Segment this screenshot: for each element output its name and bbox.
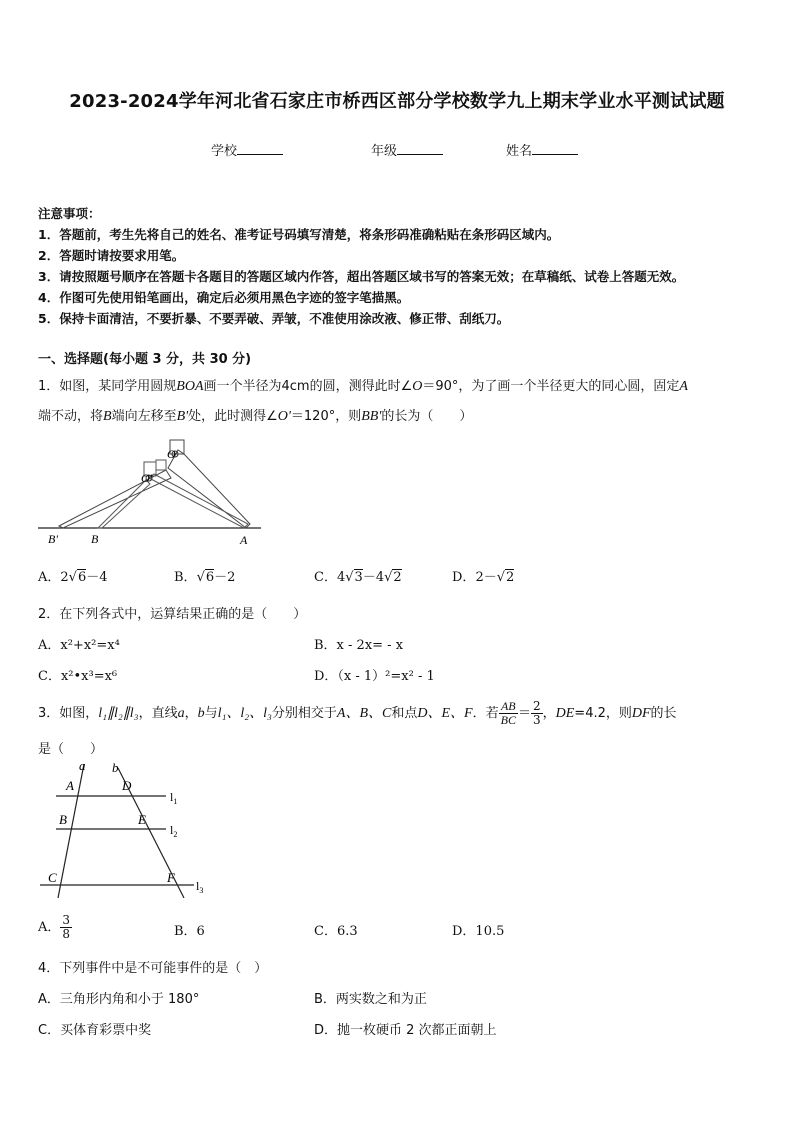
math: －4 <box>86 570 108 585</box>
label-pt-d: D <box>122 778 132 793</box>
option-label: C． <box>314 570 337 585</box>
q3-option-c[interactable]: C．6.3 <box>314 924 358 939</box>
grade-field <box>371 140 443 159</box>
numerator: 3 <box>62 913 71 927</box>
math-var: DF <box>631 706 651 721</box>
q1-option-a[interactable]: A．2√6－4 <box>38 570 108 585</box>
label-pt-b: B <box>59 812 67 827</box>
school-blank <box>237 142 283 155</box>
l-letter: l <box>170 790 174 804</box>
denominator: 8 <box>62 927 71 941</box>
l-subscript: 3 <box>199 886 204 895</box>
grade-blank <box>397 142 443 155</box>
radicand: 3 <box>354 570 363 585</box>
q2-stem: 2．在下列各式中，运算结果正确的是（ ） <box>38 607 307 622</box>
compass-leg-right <box>168 450 250 528</box>
q3-option-b[interactable]: B．6 <box>174 924 205 939</box>
school-field <box>211 140 283 159</box>
text: 端不动，将 <box>38 409 104 424</box>
fraction <box>60 914 72 941</box>
label-l3 <box>196 879 203 895</box>
q2-option-b[interactable]: B．x - 2x= - x <box>314 638 404 653</box>
note-item: 3．请按照题号顺序在答题卡各题目的答题区域内作答，超出答题区域书写的答案无效；在草稿纸、试卷上答题无效。 <box>38 269 685 284</box>
section-heading: 一、选择题(每小题 3 分，共 30 分) <box>38 352 252 367</box>
q3-option-a[interactable] <box>38 914 72 941</box>
q4-stem: 4．下列事件中是不可能事件的是（ ） <box>38 961 268 976</box>
text: ， <box>542 706 556 721</box>
text: 端向左移至 <box>111 409 177 424</box>
math-var: a <box>177 706 185 721</box>
name-field <box>506 140 578 159</box>
q1-stem-line2 <box>38 405 472 425</box>
fraction-ab-bc <box>499 700 518 727</box>
radicand: 6 <box>205 570 215 585</box>
note-item: 2．答题时请按要求用笔。 <box>38 248 185 263</box>
text: 分别相交于 <box>271 706 337 721</box>
page-title: 2023-2024学年河北省石家庄市桥西区部分学校数学九上期末学业水平测试试题 <box>69 91 725 112</box>
math: 2 <box>60 570 69 585</box>
numerator: 2 <box>532 699 541 713</box>
math-var: O <box>412 379 423 394</box>
label-a-line: a <box>79 758 86 773</box>
q2-option-c[interactable]: C．x²•x³=x⁶ <box>38 669 118 684</box>
text: ， <box>184 706 198 721</box>
option-label: A． <box>38 920 61 935</box>
notes-heading: 注意事项： <box>38 206 101 221</box>
q1-option-b[interactable]: B．√6－2 <box>174 570 236 585</box>
text: 3．如图， <box>38 706 99 721</box>
inner-compass-leg-left <box>98 480 150 528</box>
math-var: BB' <box>361 409 382 424</box>
text: 与 <box>204 706 218 721</box>
math-var: DE <box>555 706 575 721</box>
label-op: O' <box>141 471 153 485</box>
label-b: B <box>91 532 99 546</box>
math: 4 <box>336 570 346 585</box>
text: ＝ <box>517 706 531 721</box>
math-var: A、B、C <box>336 706 392 721</box>
math-var: O' <box>277 409 291 424</box>
label-bp: B' <box>48 532 58 546</box>
text: 画一个半径为4cm的圆，测得此时∠ <box>203 379 413 394</box>
math-var: l₁、l₂、l₃ <box>217 706 272 721</box>
inner-compass-leg-right <box>149 474 248 528</box>
grade-label: 年级 <box>371 144 398 159</box>
math-var: B' <box>176 409 189 424</box>
label-l1 <box>170 790 177 806</box>
denominator: 3 <box>532 713 541 727</box>
math-var: b <box>197 706 205 721</box>
q2-option-a[interactable]: A．x²+x²=x⁴ <box>38 638 120 653</box>
q4-option-b[interactable]: B．两实数之和为正 <box>314 992 427 1007</box>
notes-section <box>38 203 684 329</box>
math-var: D、E、F <box>417 706 473 721</box>
label-pt-c: C <box>48 870 57 885</box>
q4-option-c[interactable]: C．买体育彩票中奖 <box>38 1023 152 1038</box>
note-item: 4．作图可先使用铅笔画出，确定后必须用黑色字迹的签字笔描黑。 <box>38 290 410 305</box>
math-var: BOA <box>176 379 204 394</box>
q3-parallel-lines-figure <box>34 758 214 900</box>
q1-option-d[interactable]: D．2－√2 <box>452 570 515 585</box>
text: ＝90°，为了画一个半径更大的同心圆，固定 <box>422 379 680 394</box>
text: 的长 <box>650 706 677 721</box>
text: 处，此时测得∠ <box>188 409 278 424</box>
name-blank <box>532 142 578 155</box>
q2-option-d[interactable]: D．（x - 1）²=x² - 1 <box>314 669 435 684</box>
math: －2 <box>214 570 236 585</box>
numerator: AB <box>499 700 518 714</box>
l-letter: l <box>170 823 174 837</box>
math-var: B <box>103 409 112 424</box>
note-item: 1．答题前，考生先将自己的姓名、准考证号码填写清楚，将条形码准确粘贴在条形码区域内。 <box>38 227 560 242</box>
radicand: 6 <box>77 570 87 585</box>
radicand: 2 <box>506 570 515 585</box>
text: =4.2，则 <box>574 706 632 721</box>
l-subscript: 2 <box>173 830 178 839</box>
compass-leg-left <box>59 470 171 528</box>
label-o: O <box>167 447 176 461</box>
math-var: A <box>679 379 688 394</box>
text: ，直线 <box>138 706 178 721</box>
text: ＝120°，则 <box>290 409 362 424</box>
label-a: A <box>240 533 248 547</box>
text: ．若 <box>472 706 499 721</box>
q1-compass-figure <box>36 432 268 550</box>
option-label: D． <box>452 570 476 585</box>
label-b-line: b <box>112 760 119 775</box>
option-label: B． <box>174 570 197 585</box>
math: 2－ <box>475 570 497 585</box>
l-letter: l <box>196 879 200 893</box>
q3-stem-line1 <box>38 700 677 727</box>
text: 和点 <box>391 706 418 721</box>
name-label: 姓名 <box>506 144 533 159</box>
q1-stem-line1 <box>38 375 688 395</box>
q3-stem-line2: 是（ ） <box>38 742 104 757</box>
school-label: 学校 <box>211 144 238 159</box>
fraction-value <box>531 700 543 727</box>
l-subscript: 1 <box>173 797 178 806</box>
label-pt-e: E <box>138 812 146 827</box>
text: 的长为（ ） <box>381 409 473 424</box>
note-item: 5．保持卡面清洁，不要折暴、不要弄破、弄皱，不准使用涂改液、修正带、刮纸刀。 <box>38 311 510 326</box>
q4-option-d[interactable]: D．抛一枚硬币 2 次都正面朝上 <box>314 1023 497 1038</box>
q4-option-a[interactable]: A．三角形内角和小于 180° <box>38 992 200 1007</box>
math: －4 <box>362 570 385 585</box>
math-var: l₁∥l₂∥l₃ <box>98 706 139 721</box>
q1-option-c[interactable]: C．4√3－4√2 <box>314 570 402 585</box>
text: 1．如图，某同学用圆规 <box>38 379 177 394</box>
radicand: 2 <box>393 570 402 585</box>
label-pt-a: A <box>66 778 74 793</box>
option-label: A． <box>38 570 61 585</box>
q3-option-d[interactable]: D．10.5 <box>452 924 505 939</box>
denominator: BC <box>500 713 516 727</box>
label-pt-f: F <box>167 870 175 885</box>
label-l2 <box>170 823 177 839</box>
inner-compass-knob <box>156 460 166 470</box>
